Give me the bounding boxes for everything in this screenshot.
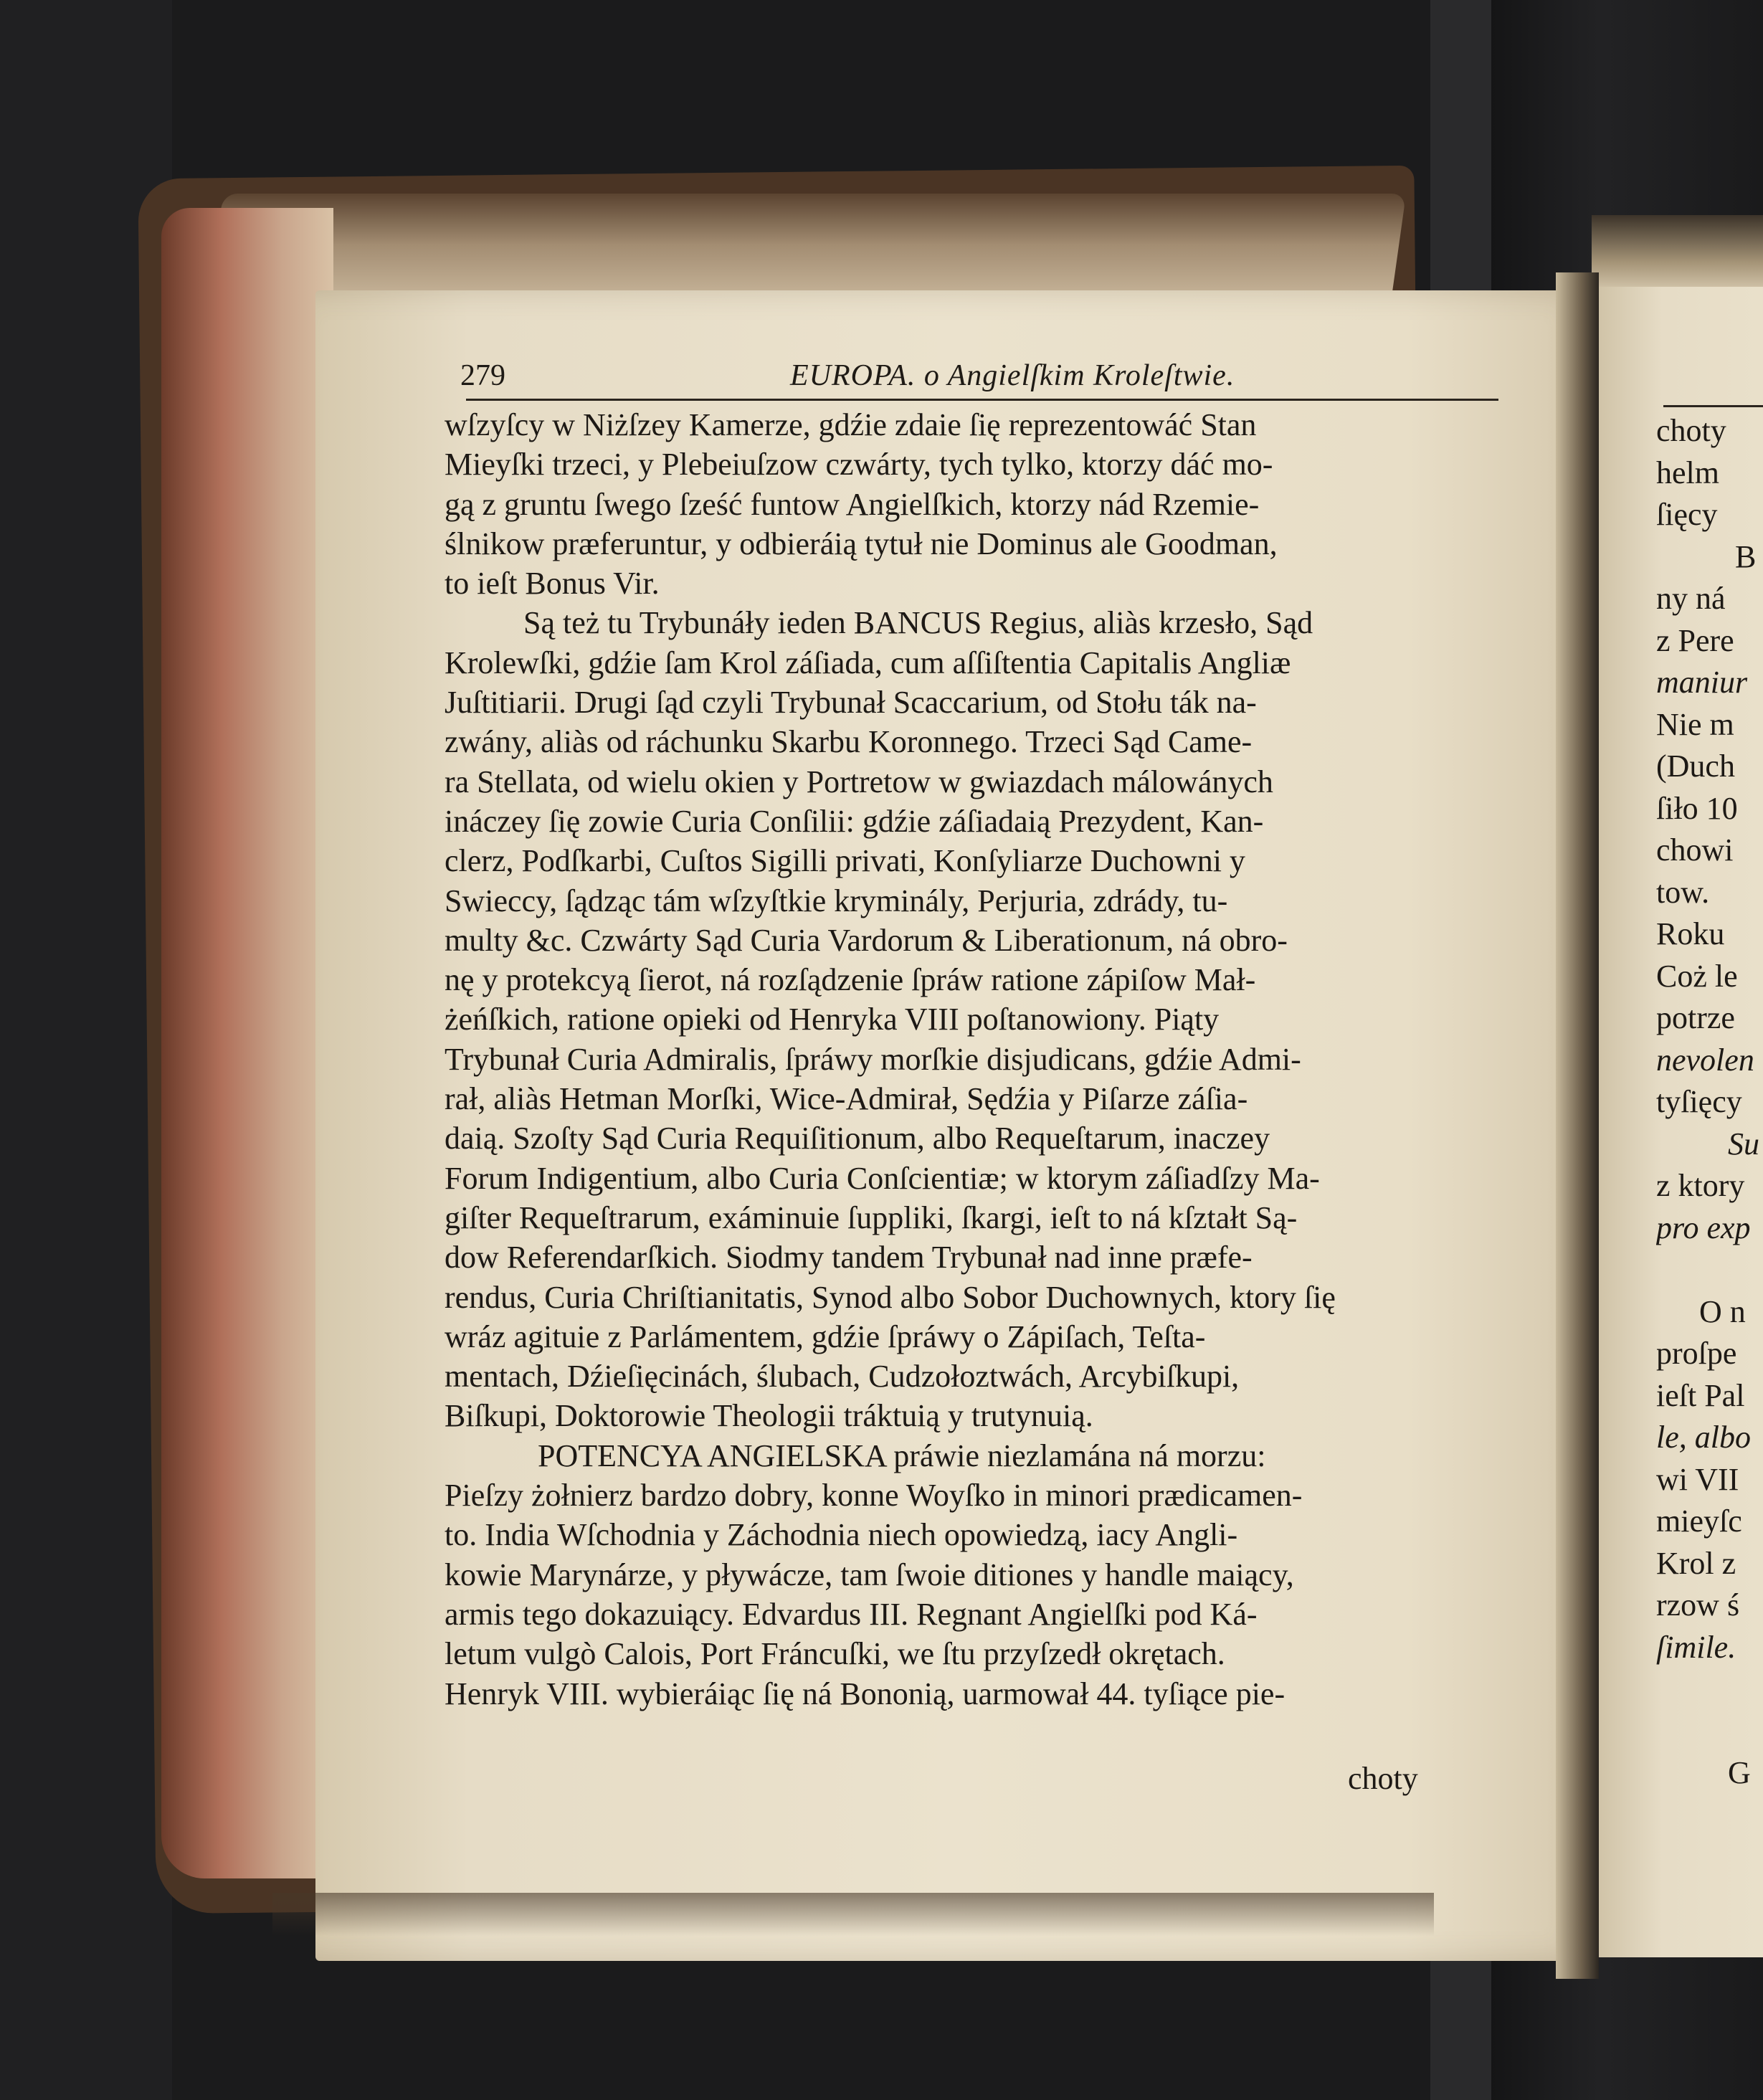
text-line: rendus, Curia Chriſtianitatis, Synod albo Sobor Duchownych, ktory ſię bbox=[445, 1279, 1336, 1315]
bottom-shadow bbox=[272, 1893, 1434, 1936]
right-text-line: choty bbox=[1656, 413, 1726, 448]
text-line: Forum Indigentium, albo Curia Conſcientiæ; w ktorym záſiadſzy Ma- bbox=[445, 1160, 1320, 1196]
right-text-line: Roku bbox=[1656, 916, 1725, 951]
text-line: giſter Requeſtrarum, exáminuie ſuppliki, ſkargi, ieſt to ná kſztałt Są- bbox=[445, 1199, 1298, 1235]
text-line: zwány, aliàs od ráchunku Skarbu Koronnego. Trzeci Sąd Came- bbox=[445, 724, 1253, 760]
right-text-line: proſpe bbox=[1656, 1336, 1737, 1371]
text-line: Juſtitiarii. Drugi ſąd czyli Trybunał Scaccarium, od Stołu ták na- bbox=[445, 685, 1257, 721]
text-line: żeńſkich, ratione opieki od Henryka VIII poſtanowiony. Piąty bbox=[445, 1002, 1220, 1037]
right-text-line: chowi bbox=[1656, 832, 1734, 868]
right-text-line: le, albo bbox=[1656, 1420, 1751, 1455]
right-text-line: G bbox=[1728, 1755, 1751, 1790]
right-text-line: z Pere bbox=[1656, 622, 1734, 658]
header-rule bbox=[466, 399, 1498, 401]
right-text-line: ny ná bbox=[1656, 581, 1726, 616]
right-text-line: maniur bbox=[1656, 665, 1748, 700]
text-line: Pieſzy żołnierz bardzo dobry, konne Woyſko in minori prædicamen- bbox=[445, 1478, 1303, 1514]
right-text-line bbox=[1656, 1249, 1763, 1291]
text-line: daią. Szoſty Sąd Curia Requiſitionum, albo Requeſtarum, inaczey bbox=[445, 1121, 1270, 1156]
page-number: 279 bbox=[460, 359, 505, 392]
right-text-line: wi VII bbox=[1656, 1461, 1739, 1497]
right-text-line bbox=[1656, 1668, 1763, 1711]
right-text-line: ieſt Pal bbox=[1656, 1377, 1745, 1413]
text-line: Trybunał Curia Admiralis, ſpráwy morſkie disjudicans, gdźie Admi- bbox=[445, 1041, 1301, 1077]
running-head bbox=[460, 358, 1493, 402]
text-line: to. India Wſchodnia y Záchodnia niech opowiedzą, iacy Angli- bbox=[445, 1517, 1238, 1553]
text-line: rał, aliàs Hetman Morſki, Wice-Admirał, Sędźia y Piſarze záſia- bbox=[445, 1081, 1248, 1117]
page-gutter bbox=[1556, 272, 1599, 1979]
right-page-text bbox=[1656, 410, 1763, 1795]
text-line: letum vulgò Calois, Port Fráncuſki, we ſtu przyſzedł okrętach. bbox=[445, 1636, 1225, 1672]
text-line: ináczey ſię zowie Curia Conſilii: gdźie záſiadaią Prezydent, Kan- bbox=[445, 803, 1264, 839]
right-text-line: B bbox=[1735, 538, 1757, 574]
right-text-line: Krol z bbox=[1656, 1545, 1736, 1581]
text-line: to ieſt Bonus Vir. bbox=[445, 566, 660, 602]
text-line: Mieyſki trzeci, y Plebeiuſzow czwárty, tych tylko, ktorzy dáć mo- bbox=[445, 447, 1273, 483]
text-line: clerz, Podſkarbi, Cuſtos Sigilli privati, Konſyliarze Duchowni y bbox=[445, 843, 1245, 879]
text-line: dow Referendarſkich. Siodmy tandem Trybunał nad inne præfe- bbox=[445, 1240, 1253, 1275]
text-line: gą z gruntu ſwego ſześć funtow Angielſkich, ktorzy nád Rzemie- bbox=[445, 486, 1260, 522]
right-text-line: potrze bbox=[1656, 1000, 1735, 1035]
right-text-line: tyſięcy bbox=[1656, 1084, 1742, 1119]
right-text-line: ſimile. bbox=[1656, 1629, 1736, 1665]
next-page-top bbox=[1592, 215, 1763, 294]
text-line: ślnikow præferuntur, y odbieráią tytuł nie Dominus ale Goodman, bbox=[445, 526, 1278, 561]
right-text-line: nevolen bbox=[1656, 1042, 1754, 1078]
right-text-line: ſięcy bbox=[1656, 497, 1718, 532]
right-text-line: tow. bbox=[1656, 874, 1710, 910]
text-line: wráz agituie z Parlámentem, gdźie ſpráwy o Zápiſach, Teſta- bbox=[445, 1319, 1206, 1354]
right-text-line bbox=[1656, 1711, 1763, 1753]
right-text-line: (Duch bbox=[1656, 749, 1735, 784]
right-text-line: Coż le bbox=[1656, 958, 1738, 994]
text-line: Swieccy, ſądząc tám wſzyſtkie kryminály, Perjuria, zdrády, tu- bbox=[445, 883, 1228, 918]
book-fore-edge bbox=[161, 208, 333, 1878]
text-line: ra Stellata, od wielu okien y Portretow w gwiazdach málowánych bbox=[445, 764, 1273, 799]
text-line: Są też tu Trybunáły ieden BANCUS Regius, aliàs krzesło, Sąd bbox=[523, 605, 1313, 641]
right-text-line: helm bbox=[1656, 455, 1719, 490]
text-line: wſzyſcy w Niżſzey Kamerze, gdźie zdaie ſię reprezentowáć Stan bbox=[445, 407, 1257, 442]
text-line: nę y protekcyą ſierot, ná rozſądzenie ſpráw ratione zápiſow Mał- bbox=[445, 962, 1256, 998]
right-text-line: Su bbox=[1728, 1126, 1759, 1161]
text-line: mentach, Dźieſięcinách, ślubach, Cudzołoztwách, Arcybiſkupi, bbox=[445, 1359, 1240, 1395]
text-line: Biſkupi, Doktorowie Theologii tráktuią y trutynuią. bbox=[445, 1398, 1093, 1434]
page-header-title: EUROPA. o Angielſkim Kroleſtwie. bbox=[790, 359, 1235, 392]
right-text-line: z ktory bbox=[1656, 1168, 1745, 1203]
catchword: choty bbox=[1348, 1761, 1418, 1796]
section-heading-line: POTENCYA ANGIELSKA práwie niezlamána ná morzu: bbox=[538, 1438, 1266, 1473]
right-text-line: mieyſc bbox=[1656, 1503, 1742, 1539]
right-text-line: Nie m bbox=[1656, 706, 1734, 742]
body-text bbox=[445, 405, 1513, 1714]
right-text-line: O n bbox=[1699, 1293, 1746, 1329]
text-line: Krolewſki, gdźie ſam Krol záſiada, cum aſſiſtentia Capitalis Angliæ bbox=[445, 645, 1291, 680]
text-line: multy &c. Czwárty Sąd Curia Vardorum & Liberationum, ná obro- bbox=[445, 922, 1288, 958]
right-page-clip bbox=[1656, 402, 1763, 1835]
right-text-line: rzow ś bbox=[1656, 1587, 1740, 1622]
text-line: kowie Marynárze, y pływácze, tam ſwoie ditiones y handle maiący, bbox=[445, 1557, 1294, 1592]
right-text-line: pro exp bbox=[1656, 1210, 1751, 1245]
right-text-line: ſiło 10 bbox=[1656, 790, 1738, 826]
text-line: armis tego dokazuiący. Edvardus III. Regnant Angielſki pod Ká- bbox=[445, 1596, 1258, 1632]
text-line: Henryk VIII. wybieráiąc ſię ná Bononią, uarmował 44. tyſiące pie- bbox=[445, 1676, 1286, 1711]
